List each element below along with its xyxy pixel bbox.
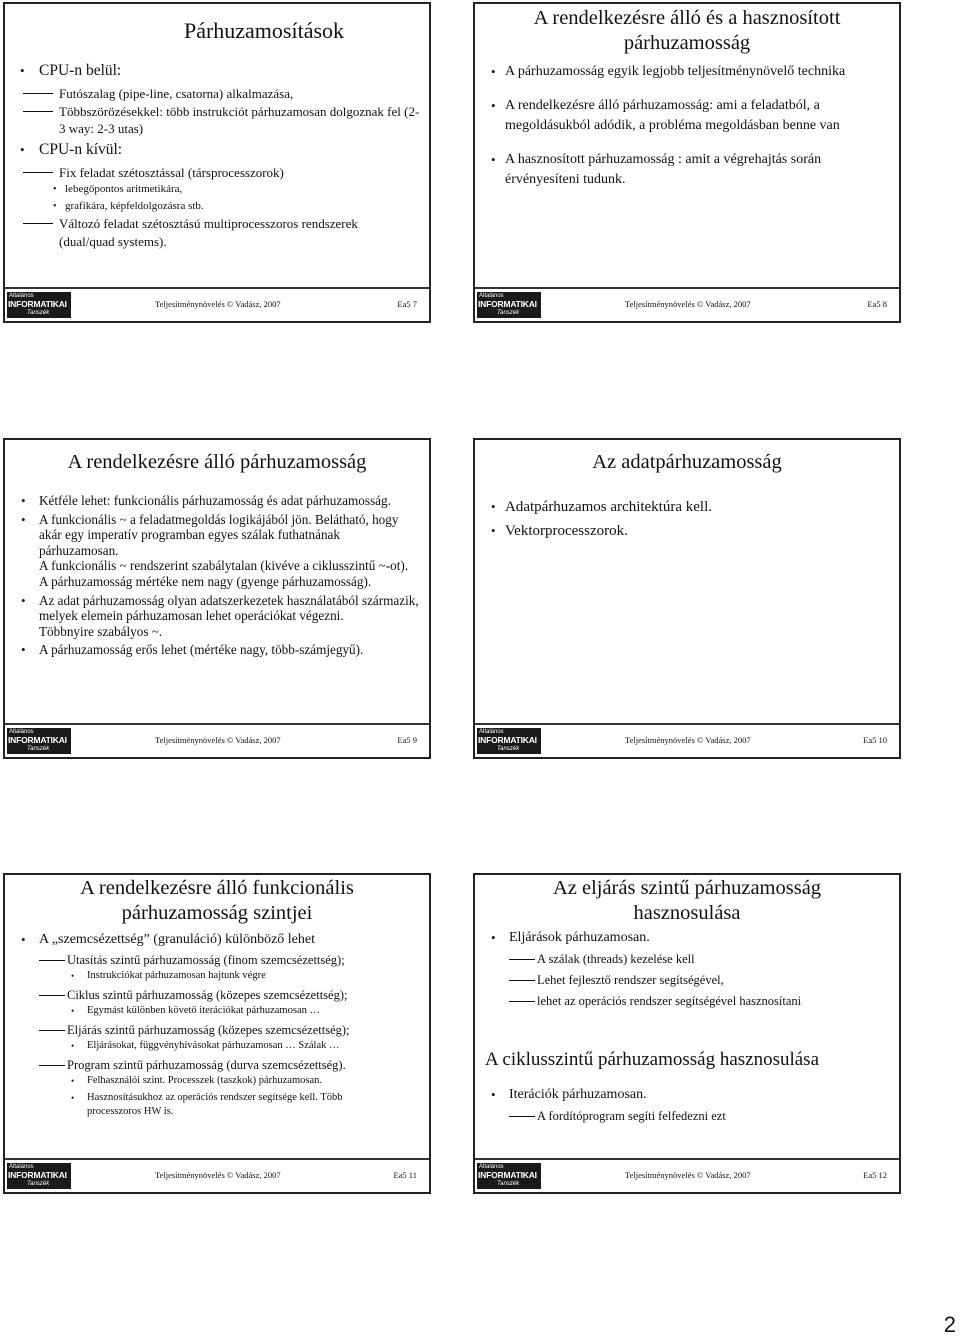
department-logo: Általános INFORMATIKAI Tanszék — [477, 292, 541, 318]
bullet-icon: • — [71, 1006, 75, 1016]
department-logo: Általános INFORMATIKAI Tanszék — [477, 728, 541, 754]
bullet-icon: • — [491, 930, 496, 945]
slide-footer — [5, 1158, 429, 1192]
bullet-icon: • — [21, 642, 26, 658]
bullet-icon: • — [21, 511, 26, 527]
list-item: • Instrukciókat párhuzamosan hajtunk végre — [71, 970, 266, 981]
bullet-icon: • — [21, 592, 26, 608]
list-item: A párhuzamosság mértéke nem nagy (gyenge párhuzamosság). — [39, 573, 372, 589]
slide-number: Ea5 9 — [397, 735, 417, 745]
slide-title: A rendelkezésre álló funkcionális párhuzamosság szintjei — [80, 877, 354, 924]
dash-icon — [23, 172, 53, 173]
dash-icon — [509, 1116, 535, 1117]
bullet-icon: • — [491, 499, 496, 514]
list-item: • Az adat párhuzamosság olyan adatszerkezetek használatából származik, melyek elemein párhuzamosan lehet operációkat végezni. — [21, 592, 419, 624]
bullet-icon: • — [491, 1087, 496, 1102]
bullet-icon: • — [491, 152, 496, 167]
bullet-icon: • — [53, 201, 57, 212]
list-item: • Felhasználói szint. Processzek (taszkok) párhuzamosan. — [71, 1075, 323, 1086]
dash-icon — [39, 1065, 65, 1066]
slide-title: Az eljárás szintű párhuzamosság hasznosulása — [552, 877, 822, 924]
bullet-icon: • — [71, 1076, 75, 1086]
list-item: • Egymást különben követő iterációkat párhuzamosan … — [71, 1005, 320, 1016]
list-item: • A funkcionális ~ a feladatmegoldás logikájából jön. Belátható, hogy akár egy imperatív programban egyes szálak futhatnának párhuzamosan. — [21, 511, 399, 558]
slide-body — [487, 62, 891, 204]
list-item: • Iterációk párhuzamosan. — [491, 1087, 647, 1102]
list-item: A szálak (threads) kezelése kell — [487, 949, 891, 970]
footer-text: Teljesítménynövelés © Vadász, 2007 — [625, 299, 751, 309]
list-item: • lebegőpontos aritmetikára, — [17, 181, 421, 198]
slide-body — [17, 932, 421, 1122]
list-item: Utasítás szintű párhuzamosság (finom szemcsézettség); — [17, 951, 421, 969]
bullet-icon: • — [53, 184, 57, 195]
bullet-icon: • — [71, 1041, 75, 1051]
list-item: • Adatpárhuzamos architektúra kell. — [491, 499, 712, 515]
footer-text: Teljesítménynövelés © Vadász, 2007 — [155, 1170, 281, 1180]
slide-number: Ea5 8 — [867, 299, 887, 309]
footer-text: Teljesítménynövelés © Vadász, 2007 — [625, 735, 751, 745]
bullet-icon: • — [491, 64, 496, 79]
dash-icon — [39, 995, 65, 996]
slide-number: Ea5 12 — [863, 1170, 887, 1180]
list-item: • A párhuzamosság egyik legjobb teljesítménynövelő technika — [487, 62, 891, 82]
dash-icon — [39, 960, 65, 961]
slide-footer — [475, 1158, 899, 1192]
list-item: • Vektorprocesszorok. — [491, 523, 628, 539]
list-item: • Eljárásokat, függvényhívásokat párhuzamosan … Szálak … — [71, 1040, 340, 1051]
bullet-icon: • — [491, 98, 496, 113]
department-logo: Általános INFORMATIKAI Tanszék — [7, 1163, 71, 1189]
list-item: • A „szemcsézettség” (granuláció) különböző lehet — [21, 932, 315, 947]
slide-footer — [475, 723, 899, 757]
list-item: Változó feladat szétosztású multiprocesszoros rendszerek (dual/quad systems). — [23, 215, 411, 250]
list-item: • Eljárások párhuzamosan. — [491, 930, 650, 945]
list-item: Többnyire szabályos ~. — [39, 623, 163, 639]
list-item: • Hasznosításukhoz az operációs rendszer segítsége kell. Több processzoros HW is. — [71, 1092, 343, 1117]
list-item: • CPU-n belül: — [20, 62, 122, 79]
slide-title: Az adatpárhuzamosság — [592, 451, 782, 473]
slide-title: A rendelkezésre álló és a hasznosított párhuzamosság — [533, 7, 841, 54]
section-heading: A ciklusszintű párhuzamosság hasznosulása — [485, 1049, 820, 1070]
footer-text: Teljesítménynövelés © Vadász, 2007 — [155, 735, 281, 745]
slide-number: Ea5 10 — [863, 735, 887, 745]
list-item: • A hasznosított párhuzamosság : amit a végrehajtás során érvényesíteni tudunk. — [491, 152, 822, 187]
bullet-icon: • — [20, 63, 25, 78]
bullet-icon: • — [21, 932, 26, 947]
list-item: Futószalag (pipe-line, csatorna) alkalmazása, — [23, 85, 421, 103]
slide-title: Párhuzamosítások — [183, 18, 345, 43]
slide-11 — [3, 873, 431, 1194]
list-item: A fordítóprogram segíti felfedezni ezt — [487, 1106, 891, 1127]
footer-text: Teljesítménynövelés © Vadász, 2007 — [625, 1170, 751, 1180]
slide-12 — [473, 873, 901, 1194]
list-item: • A párhuzamosság erős lehet (mértéke nagy, több-számjegyű). — [21, 642, 364, 658]
list-item: Eljárás szintű párhuzamosság (közepes szemcsézettség); — [17, 1021, 421, 1039]
slide-body — [487, 929, 891, 1127]
list-item: • CPU-n kívül: — [20, 140, 123, 158]
slide-footer — [5, 723, 429, 757]
slide-title: A rendelkezésre álló párhuzamosság — [67, 451, 367, 473]
list-item: A funkcionális ~ rendszerint szabálytalan (kivéve a ciklusszintű ~-ot). — [39, 558, 409, 574]
bullet-icon: • — [491, 523, 496, 538]
slide-9 — [3, 438, 431, 759]
bullet-icon: • — [71, 971, 75, 981]
department-logo: Általános INFORMATIKAI Tanszék — [7, 292, 71, 318]
footer-text: Teljesítménynövelés © Vadász, 2007 — [155, 299, 281, 309]
department-logo: Általános INFORMATIKAI Tanszék — [477, 1163, 541, 1189]
slide-footer — [5, 287, 429, 321]
list-item: Többszörözésekkel: több instrukciót párhuzamosan dolgoznak fel (2-3 way: 2-3 utas) — [23, 103, 421, 138]
list-item: Fix feladat szétosztással (társprocesszorok) — [23, 164, 421, 182]
list-item: Ciklus szintű párhuzamosság (közepes szemcsézettség); — [17, 986, 421, 1004]
slide-number: Ea5 7 — [397, 299, 417, 309]
dash-icon — [509, 1001, 535, 1002]
slide-number: Ea5 11 — [393, 1170, 417, 1180]
slide-body — [17, 493, 421, 661]
bullet-icon: • — [71, 1093, 75, 1103]
bullet-icon: • — [21, 493, 26, 508]
list-item: Lehet fejlesztő rendszer segítségével, — [487, 970, 891, 991]
dash-icon — [509, 959, 535, 960]
list-item: • Kétféle lehet: funkcionális párhuzamosság és adat párhuzamosság. — [21, 493, 391, 508]
bullet-icon: • — [20, 141, 25, 157]
dash-icon — [23, 223, 53, 224]
dash-icon — [23, 111, 53, 112]
department-logo: Általános INFORMATIKAI Tanszék — [7, 728, 71, 754]
slide-footer — [475, 287, 899, 321]
page-number: 2 — [943, 1312, 956, 1337]
slide-10 — [473, 438, 901, 759]
slide-8 — [473, 2, 901, 323]
slide-7 — [3, 2, 431, 323]
slide-body — [17, 62, 421, 250]
slide-body — [487, 497, 891, 545]
dash-icon — [23, 93, 53, 94]
dash-icon — [509, 980, 535, 981]
list-item: • grafikára, képfeldolgozásra stb. — [17, 198, 421, 215]
list-item: Program szintű párhuzamosság (durva szemcsézettség). — [17, 1056, 421, 1074]
list-item: lehet az operációs rendszer segítségével hasznosítani — [487, 991, 891, 1012]
list-item: • A rendelkezésre álló párhuzamosság: ami a feladatból, a megoldásukból adódik, a probléma megoldásban benne van — [491, 98, 840, 133]
dash-icon — [39, 1030, 65, 1031]
